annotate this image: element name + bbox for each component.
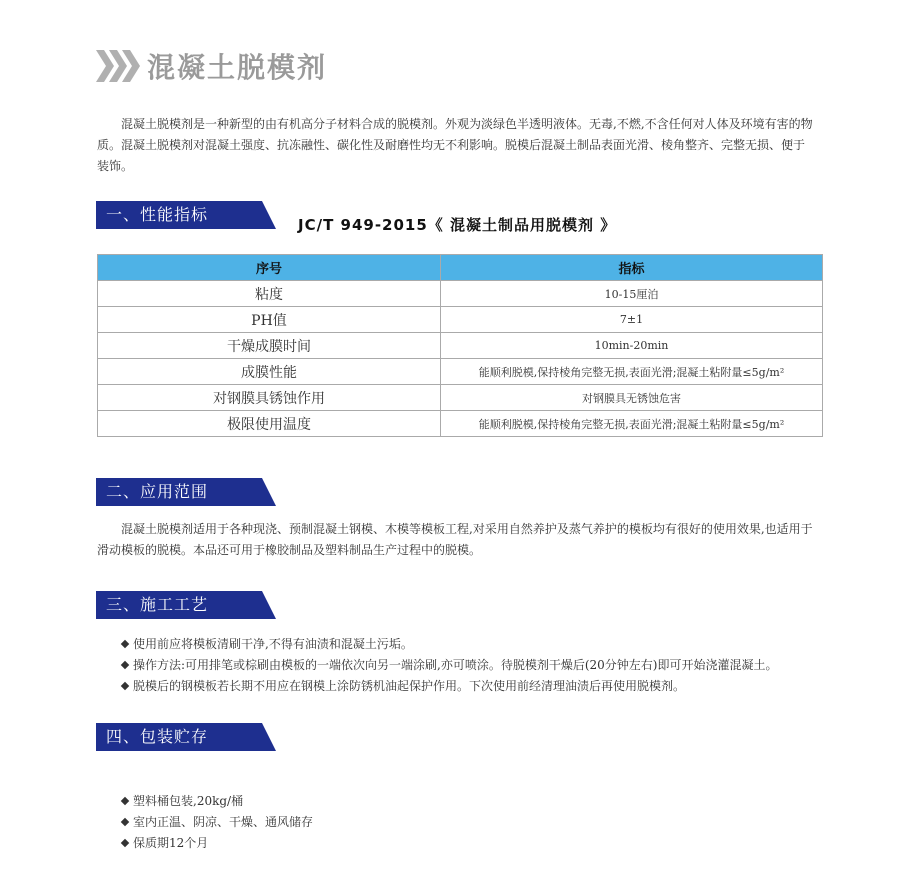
table-cell-value: 能顺利脱模,保持棱角完整无损,表面光滑;混凝土粘附量≤5g/m² — [441, 359, 823, 385]
process-list — [120, 634, 778, 697]
table-row — [98, 385, 823, 411]
diamond-bullet-icon — [121, 661, 129, 669]
section-heading-label: 二、应用范围 — [106, 482, 209, 501]
document-title-bar — [96, 48, 327, 84]
table-row — [98, 411, 823, 437]
scope-paragraph: 混凝土脱模剂适用于各种现浇、预制混凝土钢模、木模等模板工程,对采用自然养护及蒸气养护的模板均有很好的使用效果,也适用于滑动模板的脱模。本品还可用于橡胶制品及塑料制品生产过程中的脱模。 — [97, 522, 813, 557]
standard-title: JC/T 949-2015《 混凝土制品用脱模剂 》 — [298, 216, 617, 234]
intro-paragraph: 混凝土脱模剂是一种新型的由有机高分子材料合成的脱模剂。外观为淡绿色半透明液体。无毒,不燃,不含任何对人体及环境有害的物质。混凝土脱模剂对混凝土强度、抗冻融性、碳化性及耐磨性均无不利影响。脱模后混凝土制品表面光滑、棱角整齐、完整无损、便于装饰。 — [97, 117, 813, 173]
table-cell-item: 成膜性能 — [98, 359, 441, 385]
section-heading-scope — [96, 478, 276, 506]
table-cell-item: 粘度 — [98, 281, 441, 307]
column-header-spec: 指标 — [441, 255, 823, 281]
section-heading-packaging — [96, 723, 276, 751]
table-cell-item: 极限使用温度 — [98, 411, 441, 437]
section-heading-label: 一、性能指标 — [106, 205, 209, 224]
table-cell-item: 干燥成膜时间 — [98, 333, 441, 359]
table-row — [98, 333, 823, 359]
diamond-bullet-icon — [121, 797, 129, 805]
table-cell-value: 10-15厘泊 — [441, 281, 823, 307]
packaging-list — [120, 791, 313, 854]
table-cell-value: 对钢膜具无锈蚀危害 — [441, 385, 823, 411]
list-item: 保质期12个月 — [120, 833, 313, 854]
table-header-row — [98, 255, 823, 281]
list-item: 室内正温、阴凉、干燥、通风储存 — [120, 812, 313, 833]
list-item: 操作方法:可用排笔或棕刷由模板的一端依次向另一端涂刷,亦可喷涂。待脱模剂干燥后(20分钟左右)即可开始浇灌混凝土。 — [120, 655, 778, 676]
table-cell-value: 10min-20min — [441, 333, 823, 359]
list-item: 脱模后的钢模板若长期不用应在钢模上涂防锈机油起保护作用。下次使用前经清理油渍后再使用脱模剂。 — [120, 676, 778, 697]
chevron-right-icon — [96, 50, 135, 82]
column-header-index: 序号 — [98, 255, 441, 281]
performance-table — [97, 254, 823, 437]
list-item: 塑料桶包装,20kg/桶 — [120, 791, 313, 812]
diamond-bullet-icon — [121, 682, 129, 690]
table-row — [98, 281, 823, 307]
table-cell-item: PH值 — [98, 307, 441, 333]
section-heading-label: 四、包装贮存 — [106, 727, 209, 746]
table-cell-value: 7±1 — [441, 307, 823, 333]
table-row — [98, 307, 823, 333]
table-cell-value: 能顺利脱模,保持棱角完整无损,表面光滑;混凝土粘附量≤5g/m² — [441, 411, 823, 437]
section-heading-label: 三、施工工艺 — [106, 595, 209, 614]
diamond-bullet-icon — [121, 640, 129, 648]
table-row — [98, 359, 823, 385]
section-heading-performance — [96, 201, 276, 229]
diamond-bullet-icon — [121, 839, 129, 847]
list-item: 使用前应将模板清刷干净,不得有油渍和混凝土污垢。 — [120, 634, 778, 655]
table-cell-item: 对钢膜具锈蚀作用 — [98, 385, 441, 411]
page-title: 混凝土脱模剂 — [147, 51, 328, 84]
section-heading-process — [96, 591, 276, 619]
diamond-bullet-icon — [121, 818, 129, 826]
